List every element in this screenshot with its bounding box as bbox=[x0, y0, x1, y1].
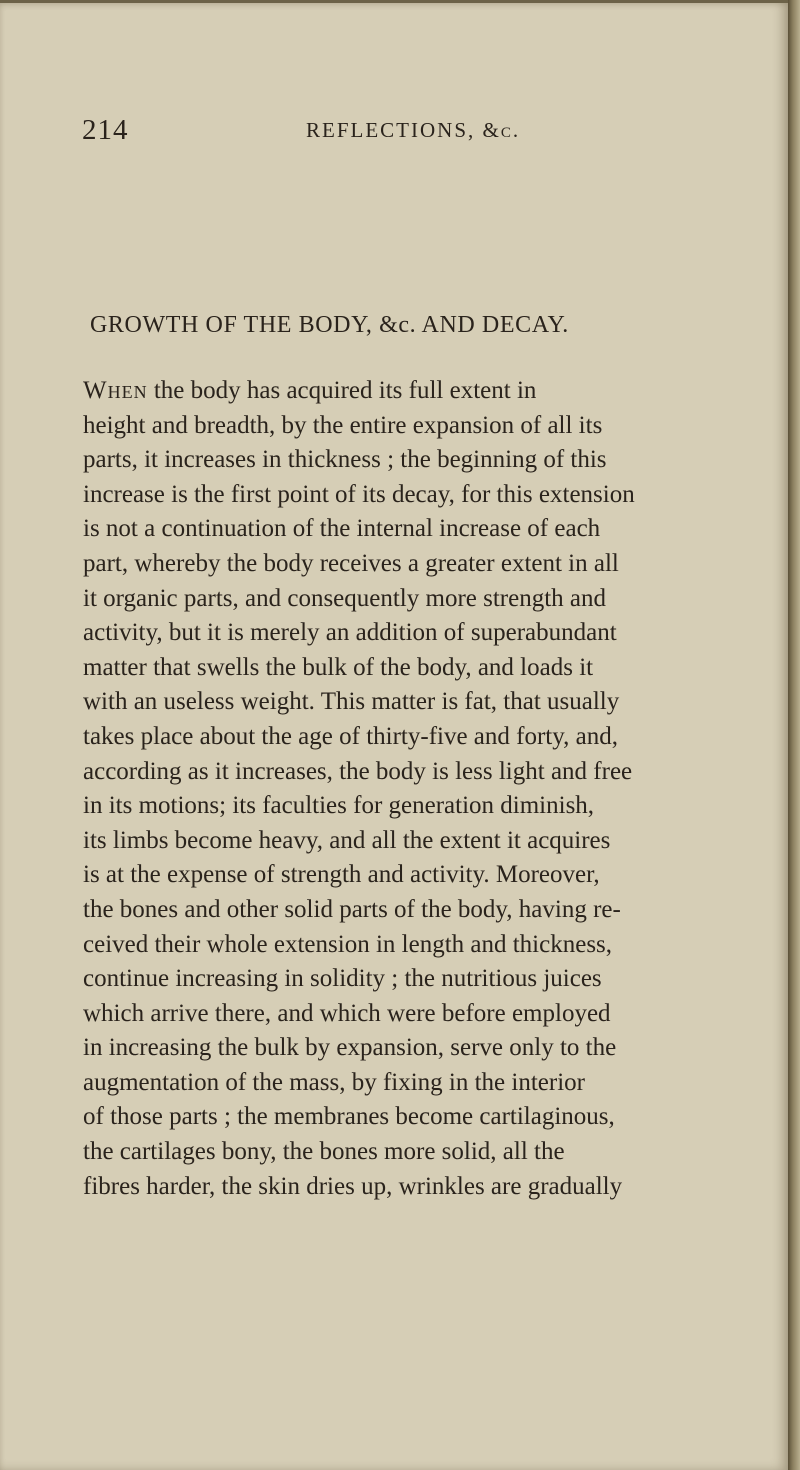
text-line: augmentation of the mass, by fixing in the interior bbox=[83, 1068, 585, 1096]
text-line: ceived their whole extension in length and thickness, bbox=[83, 930, 613, 958]
text-line: parts, it increases in thickness ; the beginning of this bbox=[83, 446, 607, 474]
text-line: fibres harder, the skin dries up, wrinkles are gradually bbox=[83, 1172, 623, 1200]
running-head-title: REFLECTIONS, &c. bbox=[306, 118, 521, 142]
running-head bbox=[0, 114, 788, 154]
text-line: increase is the first point of its decay, for this extension bbox=[83, 480, 635, 508]
text-line: is not a continuation of the internal increase of each bbox=[83, 515, 601, 543]
text-line: part, whereby the body receives a greater extent in all bbox=[83, 549, 619, 577]
text-line: in increasing the bulk by expansion, serve only to the bbox=[83, 1034, 617, 1062]
text-line: which arrive there, and which were before employed bbox=[83, 999, 611, 1027]
text-line: is at the expense of strength and activity. Moreover, bbox=[83, 861, 600, 889]
page-number: 214 bbox=[82, 114, 129, 146]
text-line: in its motions; its faculties for generation diminish, bbox=[83, 792, 595, 820]
text-line: according as it increases, the body is less light and free bbox=[83, 757, 633, 785]
book-spine-edge bbox=[788, 0, 800, 1470]
text-line: the cartilages bony, the bones more solid, all the bbox=[83, 1138, 565, 1166]
top-edge-line bbox=[0, 0, 788, 3]
text-line: of those parts ; the membranes become cartilaginous, bbox=[83, 1103, 615, 1131]
section-heading: GROWTH OF THE BODY, &c. AND DECAY. bbox=[90, 312, 569, 338]
text-line: it organic parts, and consequently more strength and bbox=[83, 584, 607, 612]
text-line: height and breadth, by the entire expansion of all its bbox=[83, 411, 603, 439]
first-word: When bbox=[83, 377, 148, 404]
text-line: matter that swells the bulk of the body, and loads it bbox=[83, 653, 594, 681]
body-paragraph bbox=[83, 374, 783, 1204]
text-line: continue increasing in solidity ; the nutritious juices bbox=[83, 965, 602, 993]
text-line: activity, but it is merely an addition of superabundant bbox=[83, 619, 617, 647]
text-line: takes place about the age of thirty-five and forty, and, bbox=[83, 722, 618, 750]
text-line: its limbs become heavy, and all the extent it acquires bbox=[83, 826, 611, 854]
text-line: the bones and other solid parts of the body, having re- bbox=[83, 895, 621, 923]
text-line bbox=[83, 374, 783, 409]
line-text: the body has acquired its full extent in bbox=[147, 377, 537, 404]
text-line: with an useless weight. This matter is fat, that usually bbox=[83, 688, 620, 716]
